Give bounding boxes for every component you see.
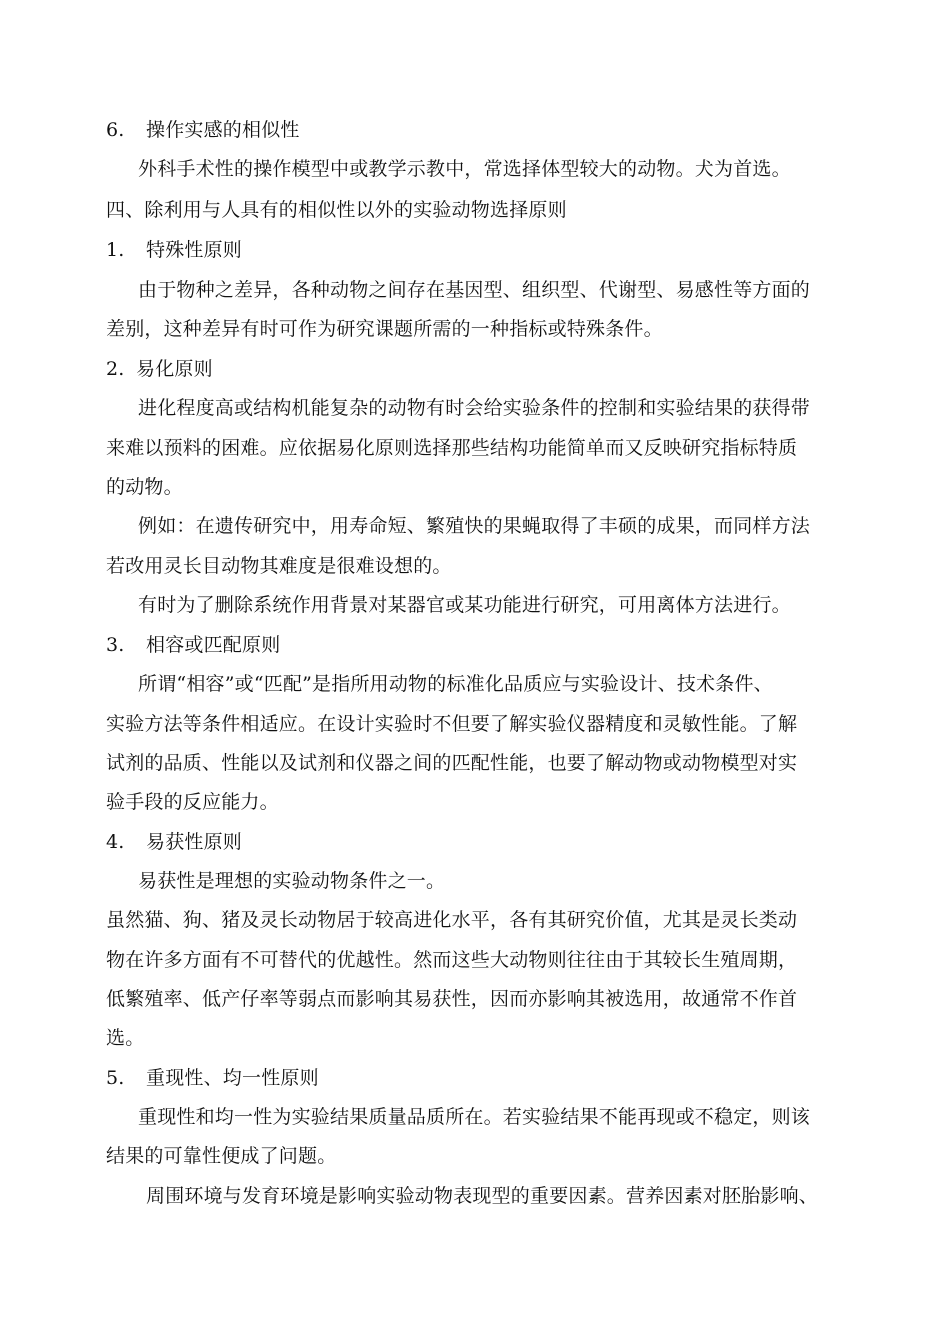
paragraph-line: 验手段的反应能力。 — [106, 791, 279, 813]
item-title: 重现性、均一性原则 — [146, 1067, 319, 1089]
item-title: 易获性原则 — [146, 831, 243, 853]
item-number: 4. — [106, 831, 125, 853]
item-number: 5. — [106, 1067, 125, 1089]
item-1-heading — [106, 238, 242, 262]
paragraph-line: 实验方法等条件相适应。在设计实验时不但要了解实验仪器精度和灵敏性能。了解 — [106, 713, 798, 735]
paragraph-line: 易获性是理想的实验动物条件之一。 — [138, 870, 446, 892]
item-5-heading — [106, 1066, 319, 1090]
section-6-paragraph: 外科手术性的操作模型中或教学示教中，常选择体型较大的动物。犬为首选。 — [138, 158, 791, 180]
item-title: 易化原则 — [136, 358, 213, 380]
item-title: 相容或匹配原则 — [146, 634, 281, 656]
part-4-heading: 四、除利用与人具有的相似性以外的实验动物选择原则 — [106, 199, 567, 221]
item-number: 1. — [106, 239, 125, 261]
section-6-heading — [106, 118, 300, 142]
paragraph-line: 结果的可靠性便成了问题。 — [106, 1145, 337, 1167]
section-title: 操作实感的相似性 — [146, 119, 300, 141]
paragraph-line: 所谓“相容”或“匹配”是指所用动物的标准化品质应与实验设计、技术条件、 — [138, 673, 773, 695]
item-4-heading — [106, 830, 242, 854]
paragraph-line: 选。 — [106, 1027, 145, 1049]
paragraph-line: 试剂的品质、性能以及试剂和仪器之间的匹配性能，也要了解动物或动物模型对实 — [106, 752, 798, 774]
paragraph-line: 虽然猫、狗、猪及灵长动物居于较高进化水平，各有其研究价值，尤其是灵长类动 — [106, 909, 798, 931]
item-number: 3. — [106, 634, 125, 656]
paragraph-line: 例如：在遗传研究中，用寿命短、繁殖快的果蝇取得了丰硕的成果，而同样方法 — [138, 515, 811, 537]
item-2-heading — [106, 357, 213, 381]
paragraph-line: 低繁殖率、低产仔率等弱点而影响其易获性，因而亦影响其被选用，故通常不作首 — [106, 988, 798, 1010]
item-number: 2. — [106, 358, 125, 380]
paragraph-line: 周围环境与发育环境是影响实验动物表现型的重要因素。营养因素对胚胎影响、 — [146, 1185, 819, 1207]
paragraph-line: 来难以预料的困难。应依据易化原则选择那些结构功能简单而又反映研究指标特质 — [106, 437, 798, 459]
item-3-heading — [106, 633, 280, 657]
item-title: 特殊性原则 — [146, 239, 243, 261]
paragraph-line: 的动物。 — [106, 476, 183, 498]
paragraph-line: 物在许多方面有不可替代的优越性。然而这些大动物则往往由于其较长生殖周期， — [106, 949, 798, 971]
paragraph-line: 差别，这种差异有时可作为研究课题所需的一种指标或特殊条件。 — [106, 318, 663, 340]
paragraph-line: 重现性和均一性为实验结果质量品质所在。若实验结果不能再现或不稳定，则该 — [138, 1106, 811, 1128]
paragraph-line: 进化程度高或结构机能复杂的动物有时会给实验条件的控制和实验结果的获得带 — [138, 397, 811, 419]
paragraph-line: 由于物种之差异，各种动物之间存在基因型、组织型、代谢型、易感性等方面的 — [138, 279, 811, 301]
paragraph-line: 有时为了删除系统作用背景对某器官或某功能进行研究，可用离体方法进行。 — [138, 594, 791, 616]
section-number: 6. — [106, 119, 125, 141]
paragraph-line: 若改用灵长目动物其难度是很难设想的。 — [106, 555, 452, 577]
